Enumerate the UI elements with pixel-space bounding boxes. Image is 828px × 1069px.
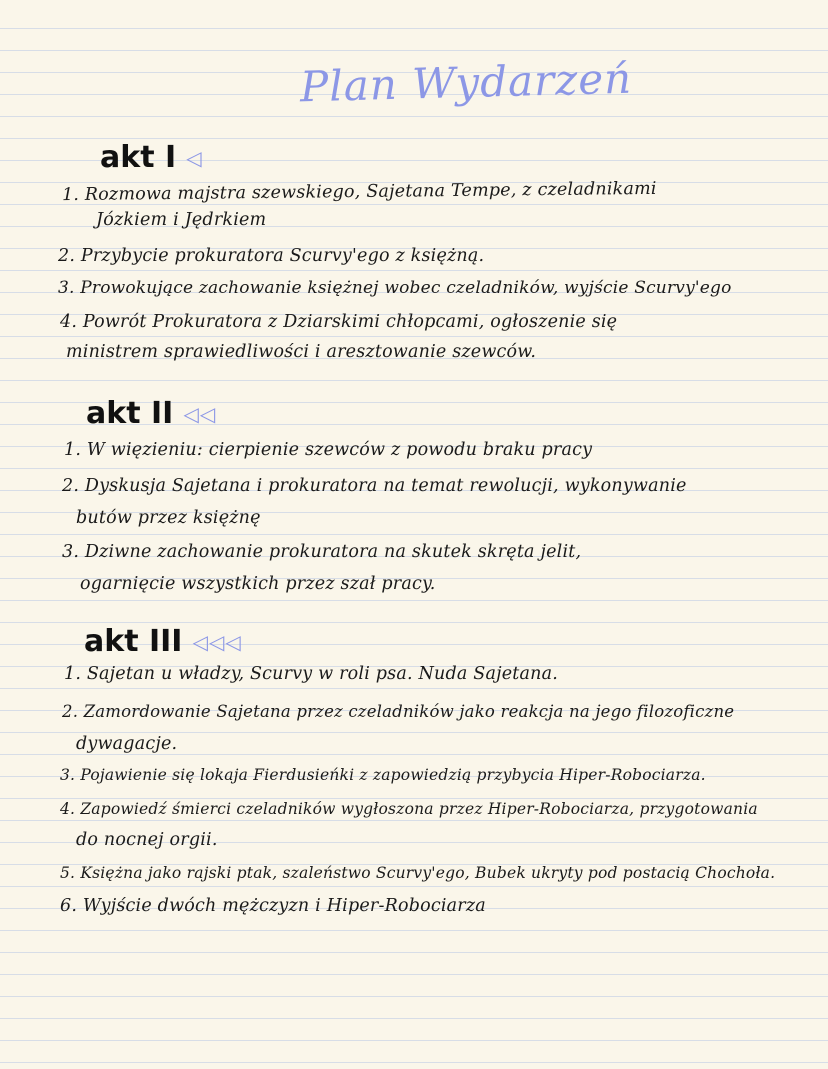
act-1-line-1: 1. Rozmowa majstra szewskiego, Sajetana Tempe, z czeladnikami xyxy=(61,178,657,206)
act-3-heading xyxy=(84,624,242,659)
act-3-line-1: 1. Sajetan u władzy, Scurvy w roli psa. Nuda Sajetana. xyxy=(64,664,559,684)
act-3-label: akt III xyxy=(84,624,183,659)
act-2-label: akt II xyxy=(86,396,174,431)
page-title: Plan Wydarzeń xyxy=(299,53,633,112)
act-2-triangle-icon: ◁◁ xyxy=(183,401,217,426)
act-3-line-8: 6. Wyjście dwóch mężczyzn i Hiper-Robociarza xyxy=(60,896,486,916)
act-2-line-4: 3. Dziwne zachowanie prokuratora na skutek skręta jelit, xyxy=(62,542,582,562)
act-2-heading xyxy=(86,396,216,431)
act-3-line-7: 5. Księżna jako rajski ptak, szaleństwo Scurvy'ego, Bubek ukryty pod postacią Chochoła. xyxy=(60,864,776,882)
act-3-line-6: do nocnej orgii. xyxy=(76,830,218,850)
act-2-line-3: butów przez księżnę xyxy=(76,508,261,528)
act-3-line-2: 2. Zamordowanie Sajetana przez czeladników jako reakcja na jego filozoficzne xyxy=(62,702,735,721)
act-1-line-2: Józkiem i Jędrkiem xyxy=(96,210,267,230)
act-2-line-1: 1. W więzieniu: cierpienie szewców z powodu braku pracy xyxy=(64,440,593,460)
act-3-line-4: 3. Pojawienie się lokaja Fierdusieńki z zapowiedzią przybycia Hiper-Robociarza. xyxy=(60,766,706,784)
act-3-triangle-icon: ◁◁◁ xyxy=(192,629,242,654)
act-1-label: akt I xyxy=(100,140,177,175)
act-3-line-5: 4. Zapowiedź śmierci czeladników wygłoszona przez Hiper-Robociarza, przygotowania xyxy=(60,800,758,818)
act-1-line-5: 4. Powrót Prokuratora z Dziarskimi chłopcami, ogłoszenie się xyxy=(60,312,618,332)
act-1-triangle-icon: ◁ xyxy=(186,145,203,170)
act-2-line-2: 2. Dyskusja Sajetana i prokuratora na temat rewolucji, wykonywanie xyxy=(62,476,687,496)
act-1-line-6: ministrem sprawiedliwości i aresztowanie szewców. xyxy=(66,342,537,362)
act-1-line-4: 3. Prowokujące zachowanie księżnej wobec czeladników, wyjście Scurvy'ego xyxy=(58,278,732,298)
act-2-line-5: ogarnięcie wszystkich przez szał pracy. xyxy=(80,574,436,594)
act-1-heading xyxy=(100,140,203,175)
act-1-line-3: 2. Przybycie prokuratora Scurvy'ego z księżną. xyxy=(58,246,485,266)
act-3-line-3: dywagacje. xyxy=(76,734,178,754)
